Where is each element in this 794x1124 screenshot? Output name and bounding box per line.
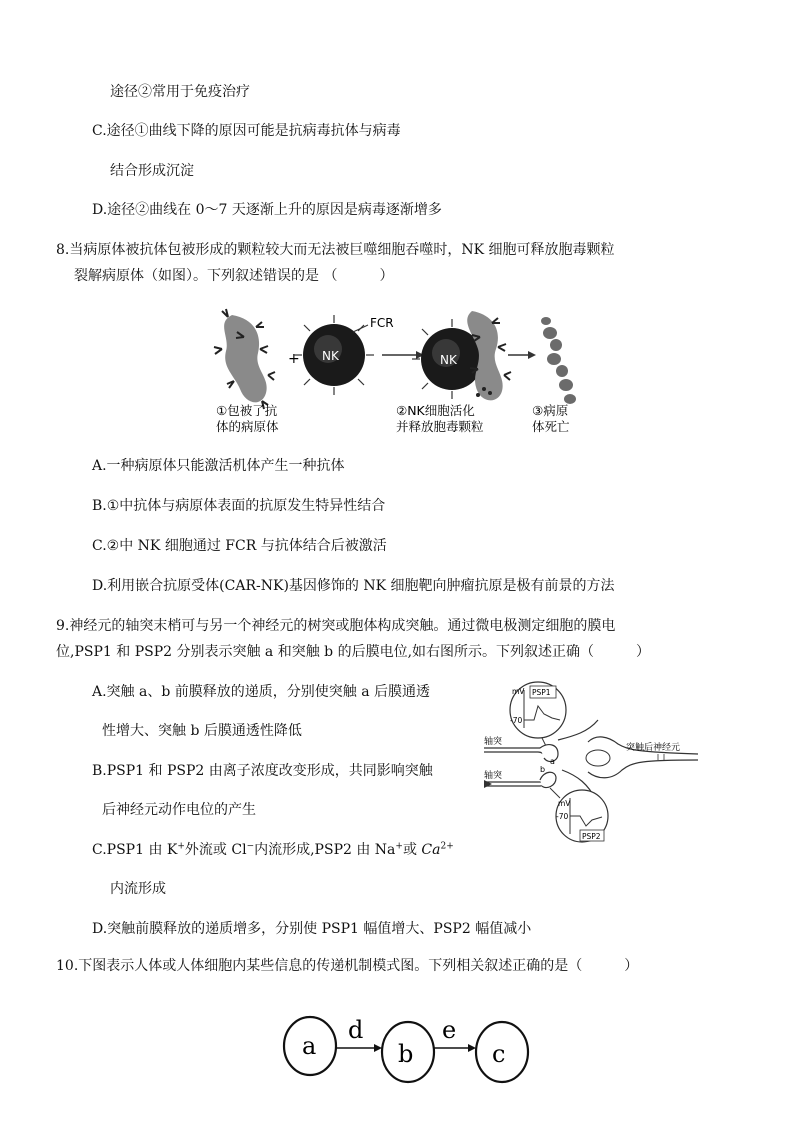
- signal-flow-diagram: [280, 1008, 540, 1094]
- psp1-label: PSP1: [532, 688, 551, 697]
- q8-option-a: A.一种病原体只能激活机体产生一种抗体: [92, 458, 345, 474]
- plus-sign: +: [288, 351, 300, 367]
- postsynaptic-neuron-label: 突触后神经元: [626, 743, 681, 753]
- neg70-label-1: -70: [510, 716, 523, 725]
- q7-option-d: D.途径②曲线在 0～7 天逐渐上升的原因是病毒逐渐增多: [92, 202, 442, 218]
- synapse-a-label: a: [550, 757, 555, 766]
- arrow-d-label: d: [348, 1016, 364, 1044]
- node-c-label: c: [492, 1040, 506, 1068]
- mv-label-2: mV: [558, 799, 571, 808]
- axon-label-2: 轴突: [484, 771, 503, 781]
- node-a-label: a: [302, 1032, 317, 1060]
- q8-option-b: B.①中抗体与病原体表面的抗原发生特异性结合: [92, 498, 386, 514]
- q10-stem: 10.下图表示人体或人体细胞内某些信息的传递机制模式图。下列相关叙述正确的是（ ）: [56, 958, 639, 974]
- q9-option-a-line2: 性增大、突触 b 后膜通透性降低: [102, 723, 302, 739]
- caption-1-line2: 体的病原体: [216, 419, 279, 434]
- q9-stem-line1: 9.神经元的轴突末梢可与另一个神经元的树突或胞体构成突触。通过微电极测定细胞的膜电: [56, 618, 616, 634]
- caption-3-line2: 体死亡: [532, 419, 570, 434]
- q7-option-b-continuation: 途径②常用于免疫治疗: [110, 84, 250, 100]
- q9-option-b-line2: 后神经元动作电位的产生: [102, 802, 256, 818]
- neg70-label-2: -70: [556, 812, 569, 821]
- arrow-e-label: e: [442, 1016, 457, 1044]
- q8-stem-line1: 8.当病原体被抗体包被形成的颗粒较大而无法被巨噬细胞吞噬时，NK 细胞可释放胞毒颗粒: [56, 242, 615, 258]
- mv-label-1: mV: [512, 687, 525, 696]
- q7-option-c-line1: C.途径①曲线下降的原因可能是抗病毒抗体与病毒: [92, 123, 401, 139]
- q7-option-c-line2: 结合形成沉淀: [110, 163, 194, 179]
- nk-cell-figure: [210, 305, 595, 435]
- nk-label-right: NK: [440, 353, 457, 367]
- q9-option-b-line1: B.PSP1 和 PSP2 由离子浓度改变形成，共同影响突触: [92, 763, 433, 779]
- q8-option-c: C.②中 NK 细胞通过 FCR 与抗体结合后被激活: [92, 538, 387, 554]
- q9-stem-line2: 位,PSP1 和 PSP2 分别表示突触 a 和突触 b 的后膜电位,如右图所示。下列叙述正确（ ）: [56, 644, 651, 660]
- q9-option-a-line1: A.突触 a、b 前膜释放的递质，分别使突触 a 后膜通透: [92, 684, 431, 700]
- nk-label-left: NK: [322, 349, 339, 363]
- q9-option-d: D.突触前膜释放的递质增多，分别使 PSP1 幅值增大、PSP2 幅值减小: [92, 921, 532, 937]
- caption-2-line1: ②NK细胞活化: [396, 403, 475, 418]
- psp2-label: PSP2: [582, 832, 601, 841]
- node-b-label: b: [398, 1040, 414, 1068]
- q9-option-c-line2: 内流形成: [110, 881, 166, 897]
- q9-option-c-line1: C.PSP1 由 K+外流或 Cl−内流形成,PSP2 由 Na+或 $Ca^{2+}$: [92, 841, 454, 858]
- synapse-b-label: b: [540, 765, 546, 774]
- q8-option-d: D.利用嵌合抗原受体(CAR-NK)基因修饰的 NK 细胞靶向肿瘤抗原是极有前景的方法: [92, 578, 615, 594]
- axon-label-1: 轴突: [484, 737, 503, 747]
- caption-3-line1: ③病原: [532, 403, 569, 418]
- caption-2-line2: 并释放胞毒颗粒: [396, 419, 484, 434]
- q8-stem-line2: 裂解病原体（如图）。下列叙述错误的是 （ ）: [74, 268, 394, 284]
- fcr-label: FCR: [370, 316, 394, 330]
- synapse-figure: [478, 680, 704, 846]
- caption-1-line1: ①包被了抗: [216, 403, 278, 418]
